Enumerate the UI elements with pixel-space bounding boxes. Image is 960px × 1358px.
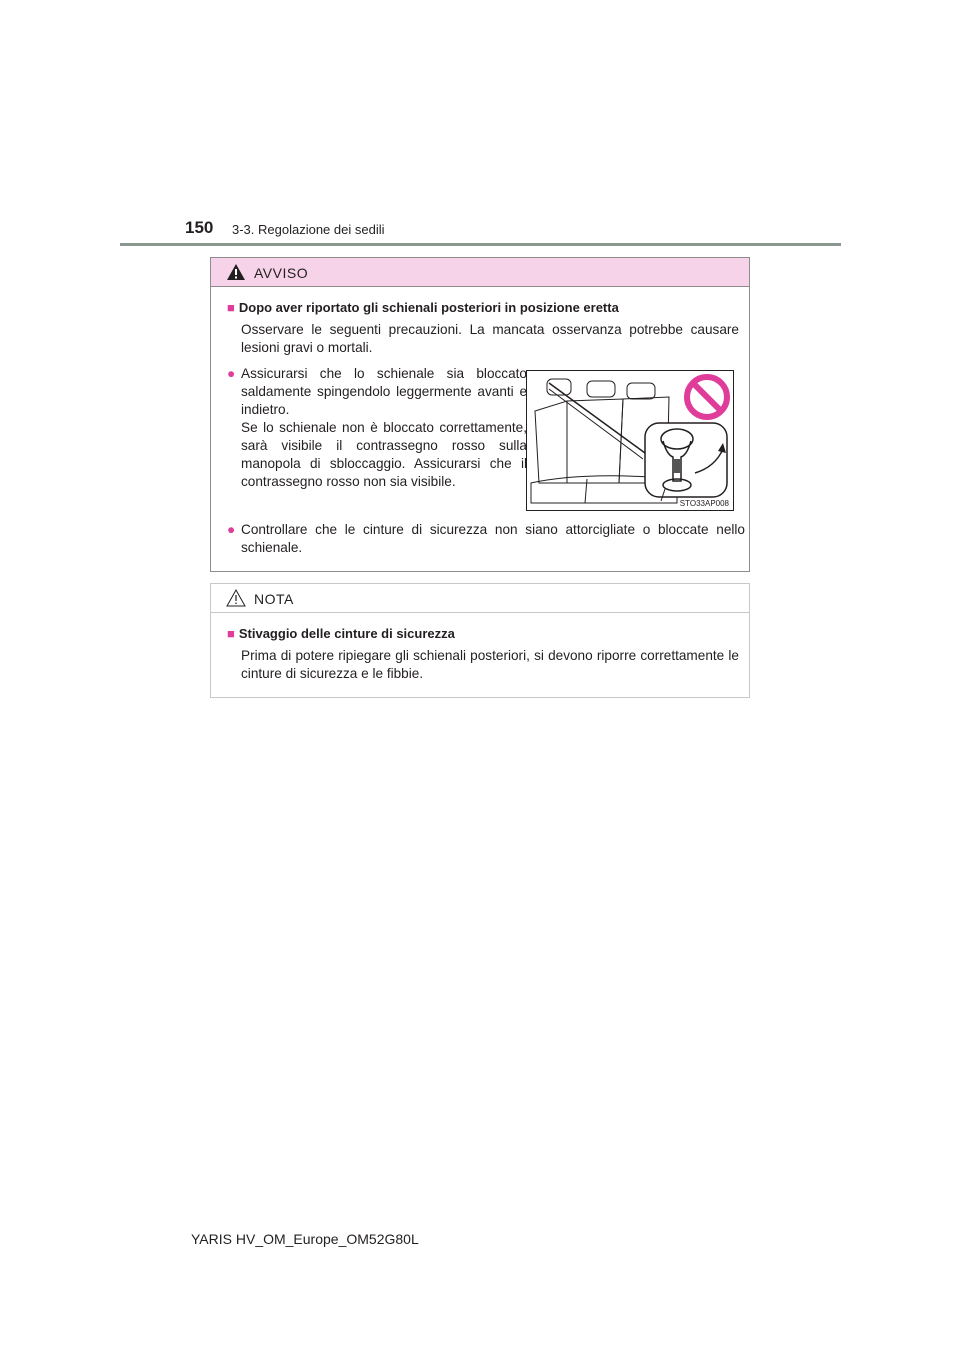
notice-label: NOTA (254, 591, 294, 607)
notice-box (210, 583, 750, 698)
warning-label: AVVISO (254, 265, 309, 281)
section-title: 3-3. Regolazione dei sedili (232, 222, 385, 237)
rear-seat-drawing (527, 371, 733, 510)
warning-triangle-icon (226, 263, 246, 281)
header-rule (120, 243, 841, 246)
circle-bullet-icon: ● (227, 366, 236, 381)
square-bullet-icon: ■ (227, 626, 235, 641)
notice-text: Prima di potere ripiegare gli schienali posteriori, si devono riporre correttamente le cinture di sicurezza e le fibbie. (241, 648, 739, 681)
warning-box: AVVISO ■ Dopo aver riportato gli schienali posteriori in posizione eretta Osservare le seguenti precauzioni. La mancata osservanza potrebbe causare lesioni gravi o mortali. ● Assicurarsi che lo schienale sia bloccato saldamente spingendolo leggermente avanti e indietro. Se lo schienale non è bloccato correttamente, sarà visibile il contrassegno rosso sulla manopola di sbloccaggio. Assicurarsi che il contrassegno rosso non sia visibile. STO33AP008 ● Controllare che le cinture di sicurezza non siano attorcigliate o bloccate nello schienale. (210, 257, 750, 572)
warning-header (211, 258, 749, 287)
page-number: 150 (185, 218, 214, 237)
warning-intro: Osservare le seguenti precauzioni. La mancata osservanza potrebbe causare lesioni gravi o mortali. (241, 322, 739, 355)
notice-header (211, 584, 749, 613)
notice-heading: ■ Stivaggio delle cinture di sicurezza (227, 626, 455, 641)
warning-heading: ■ Dopo aver riportato gli schienali posteriori in posizione eretta (227, 300, 619, 315)
caution-triangle-icon (226, 589, 246, 607)
square-bullet-icon: ■ (227, 300, 235, 315)
figure-code: STO33AP008 (679, 499, 729, 508)
circle-bullet-icon: ● (227, 522, 236, 537)
footer-document-id: YARIS HV_OM_Europe_OM52G80L (191, 1231, 419, 1247)
seat-backrest-illustration (526, 370, 734, 511)
